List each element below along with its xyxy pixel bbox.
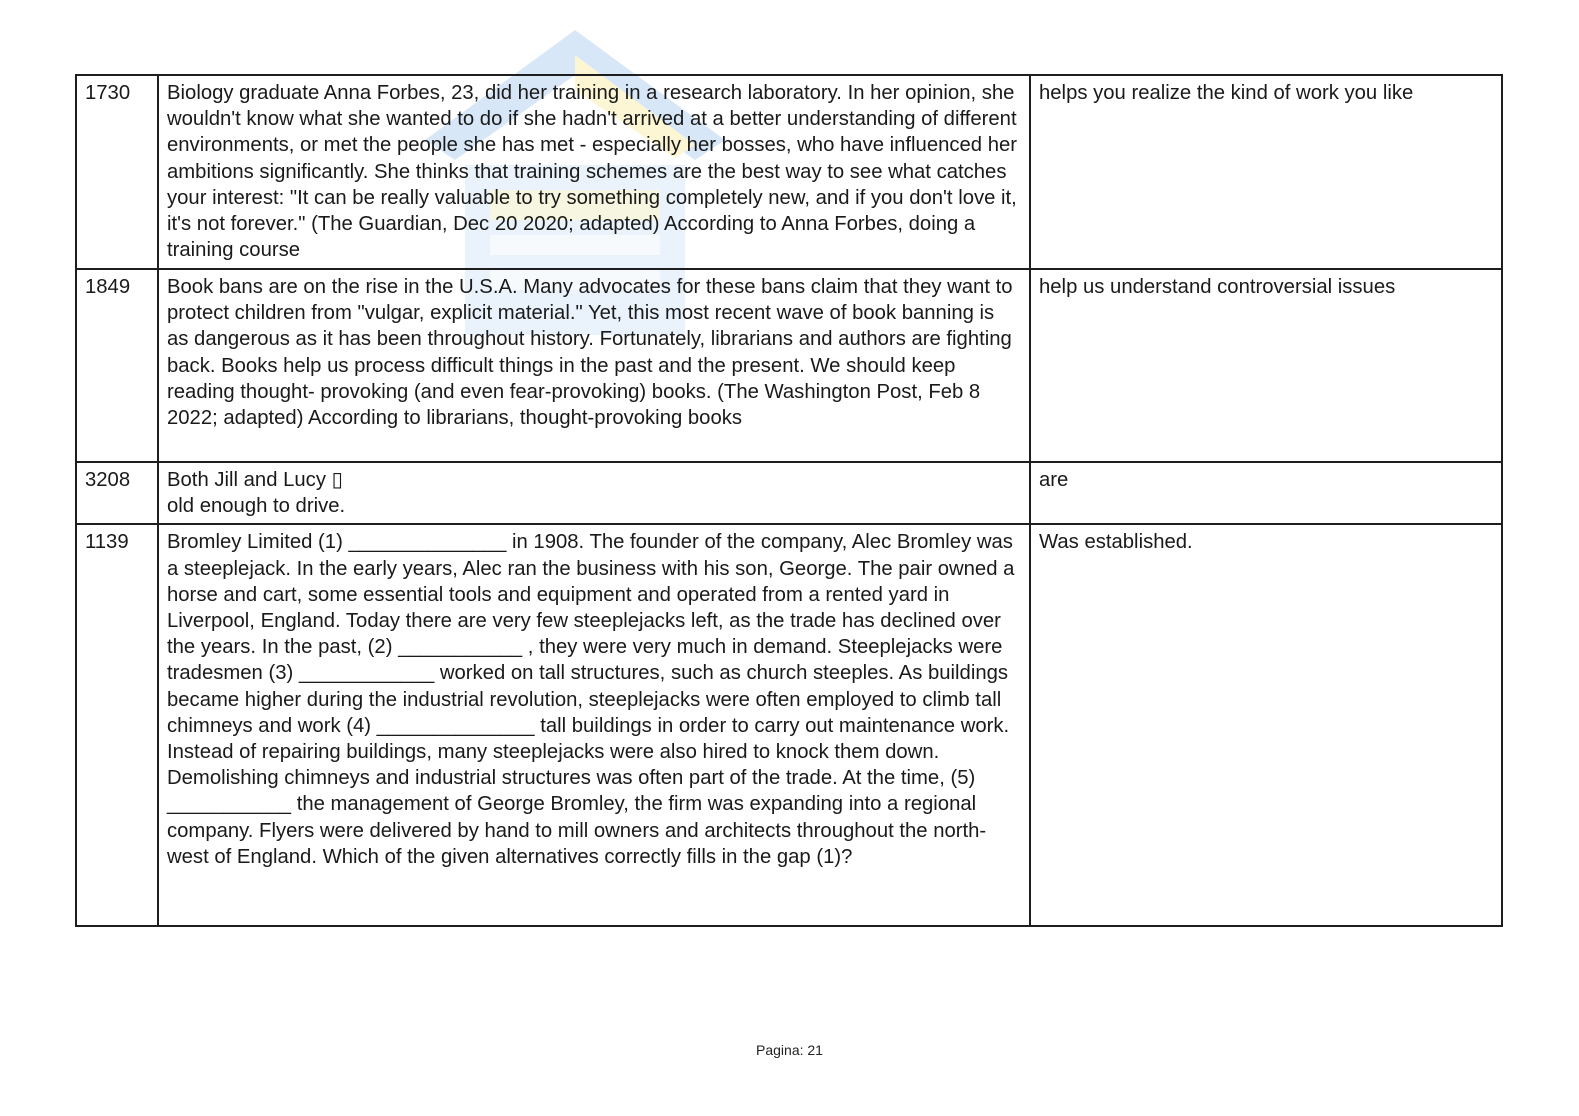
answer-text: are [1030, 462, 1502, 524]
question-text: Biology graduate Anna Forbes, 23, did her training in a research laboratory. In her opinion, she wouldn't know what she wanted to do if she hadn't arrived at a better understanding of different environments, or met the people she has met - especially her bosses, who have influenced her ambitions significantly. She thinks that training schemes are the best way to see what catches your interest: "It can be really valuable to try something completely new, and if you don't love it, it's not forever." (The Guardian, Dec 20 2020; adapted) According to Anna Forbes, doing a training course [158, 75, 1030, 269]
question-id: 3208 [76, 462, 158, 524]
table-row [76, 462, 1502, 524]
questions-table [75, 74, 1503, 927]
answer-text: Was established. [1030, 524, 1502, 926]
question-id: 1849 [76, 269, 158, 462]
table-row [76, 524, 1502, 926]
answer-text: help us understand controversial issues [1030, 269, 1502, 462]
question-id: 1730 [76, 75, 158, 269]
table-row [76, 75, 1502, 269]
table-row [76, 269, 1502, 462]
answer-text: helps you realize the kind of work you like [1030, 75, 1502, 269]
page-number: Pagina: 21 [756, 1042, 823, 1058]
question-text: Both Jill and Lucy ▯ old enough to drive. [158, 462, 1030, 524]
question-text: Book bans are on the rise in the U.S.A. Many advocates for these bans claim that they want to protect children from "vulgar, explicit material." Yet, this most recent wave of book banning is as dangerous as it has been throughout history. Fortunately, librarians and authors are fighting back. Books help us process difficult things in the past and the present. We should keep reading thought- provoking (and even fear-provoking) books. (The Washington Post, Feb 8 2022; adapted) According to librarians, thought-provoking books [158, 269, 1030, 462]
question-text: Bromley Limited (1) ______________ in 1908. The founder of the company, Alec Bromley was a steeplejack. In the early years, Alec ran the business with his son, George. The pair owned a horse and cart, some essential tools and equipment and operated from a rented yard in Liverpool, England. Today there are very few steeplejacks left, as the trade has declined over the years. In the past, (2) ___________ , they were very much in demand. Steeplejacks were tradesmen (3) ____________ worked on tall structures, such as church steeples. As buildings became higher during the industrial revolution, steeplejacks were often employed to climb tall chimneys and work (4) ______________ tall buildings in order to carry out maintenance work. Instead of repairing buildings, many steeplejacks were also hired to knock them down. Demolishing chimneys and industrial structures was often part of the trade. At the time, (5) ___________ the management of George Bromley, the firm was expanding into a regional company. Flyers were delivered by hand to mill owners and architects throughout the north-west of England. Which of the given alternatives correctly fills in the gap (1)? [158, 524, 1030, 926]
question-id: 1139 [76, 524, 158, 926]
